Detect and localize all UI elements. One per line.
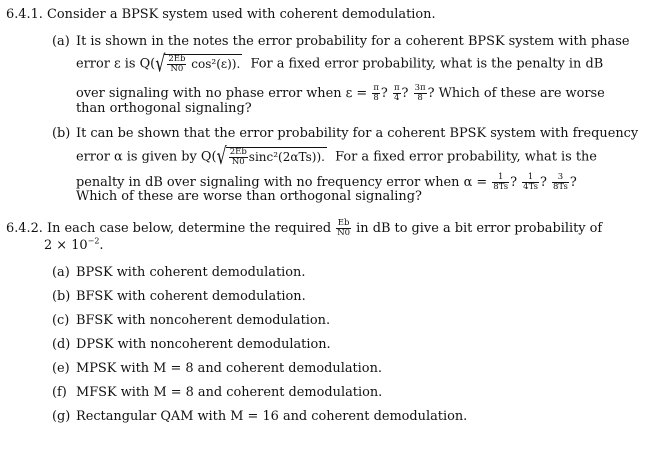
- problem-number: 6.4.1.: [6, 7, 43, 22]
- fraction: $\frac{\pi}{4}$: [393, 83, 400, 103]
- list-item: (b) BFSK with coherent demodulation.: [52, 289, 306, 304]
- part-b-line-3: penalty in dB over signaling with no frequency error when α = $\frac{1}{8Ts}$ ? $\frac{1}{4Ts}$ ? $\frac{3}{8Ts}$ ?: [76, 172, 577, 192]
- problem-number: 6.4.2.: [6, 221, 43, 236]
- sqrt-expression: √ $\frac{2Eb}{N0}$ sinc²(2αTs)).: [216, 142, 325, 171]
- part-b-line-1: (b) It can be shown that the error probability for a coherent BPSK system with frequency: [52, 126, 639, 141]
- fraction: $\frac{1}{4Ts}$: [523, 172, 538, 192]
- fraction: $\frac{1}{8Ts}$: [493, 172, 509, 192]
- sqrt-expression: √ $\frac{2Eb}{N0}$ cos²(ε)).: [155, 49, 241, 78]
- fraction: $\frac{2Eb}{N0}$: [229, 147, 247, 167]
- fraction: $\frac{3\pi}{8}$: [414, 83, 426, 103]
- list-item: (d) DPSK with noncoherent demodulation.: [52, 337, 331, 352]
- part-a-line-2: error ε is Q(√ $\frac{2Eb}{N0}$ cos²(ε)). For a fixed error probability, what is the penalty in dB: [76, 49, 604, 78]
- list-item: (g) Rectangular QAM with M = 16 and coherent demodulation.: [52, 409, 468, 424]
- part-b-line-2: error α is given by Q(√ $\frac{2Eb}{N0}$ sinc²(2αTs)). For a fixed error probability, what is the: [76, 142, 597, 171]
- fraction: $\frac{Eb}{N0}$: [337, 218, 351, 238]
- part-a-line-1: (a) It is shown in the notes the error probability for a coherent BPSK system with phase: [52, 34, 630, 49]
- list-item: (a) BPSK with coherent demodulation.: [52, 265, 306, 280]
- list-item: (c) BFSK with noncoherent demodulation.: [52, 313, 331, 328]
- problem-intro: Consider a BPSK system used with coherent demodulation.: [47, 7, 436, 22]
- list-item: (f) MFSK with M = 8 and coherent demodulation.: [52, 385, 383, 400]
- part-a-line-3: over signaling with no phase error when ε = $\frac{\pi}{8}$ ? $\frac{\pi}{4}$ ? $\frac{3\pi}{8}$ ? Which of these are worse: [76, 83, 605, 103]
- problem-6-4-1-heading: [6, 7, 436, 23]
- list-item: (e) MPSK with M = 8 and coherent demodulation.: [52, 361, 382, 376]
- part-label: (a): [52, 34, 70, 49]
- part-label: (b): [52, 126, 71, 141]
- problem-6-4-2-line-2: $2 \times 10^{-2}$.: [44, 236, 104, 253]
- part-b-line-4: Which of these are worse than orthogonal signaling?: [76, 189, 422, 204]
- fraction: $\frac{2Eb}{N0}$: [168, 54, 186, 74]
- part-a-line-4: than orthogonal signaling?: [76, 101, 252, 116]
- problem-6-4-2-heading: 6.4.2. In each case below, determine the required $\frac{Eb}{N0}$ in dB to give a bit error probability of: [6, 218, 603, 238]
- fraction: $\frac{\pi}{8}$: [373, 83, 379, 103]
- fraction: $\frac{3}{8Ts}$: [553, 172, 568, 192]
